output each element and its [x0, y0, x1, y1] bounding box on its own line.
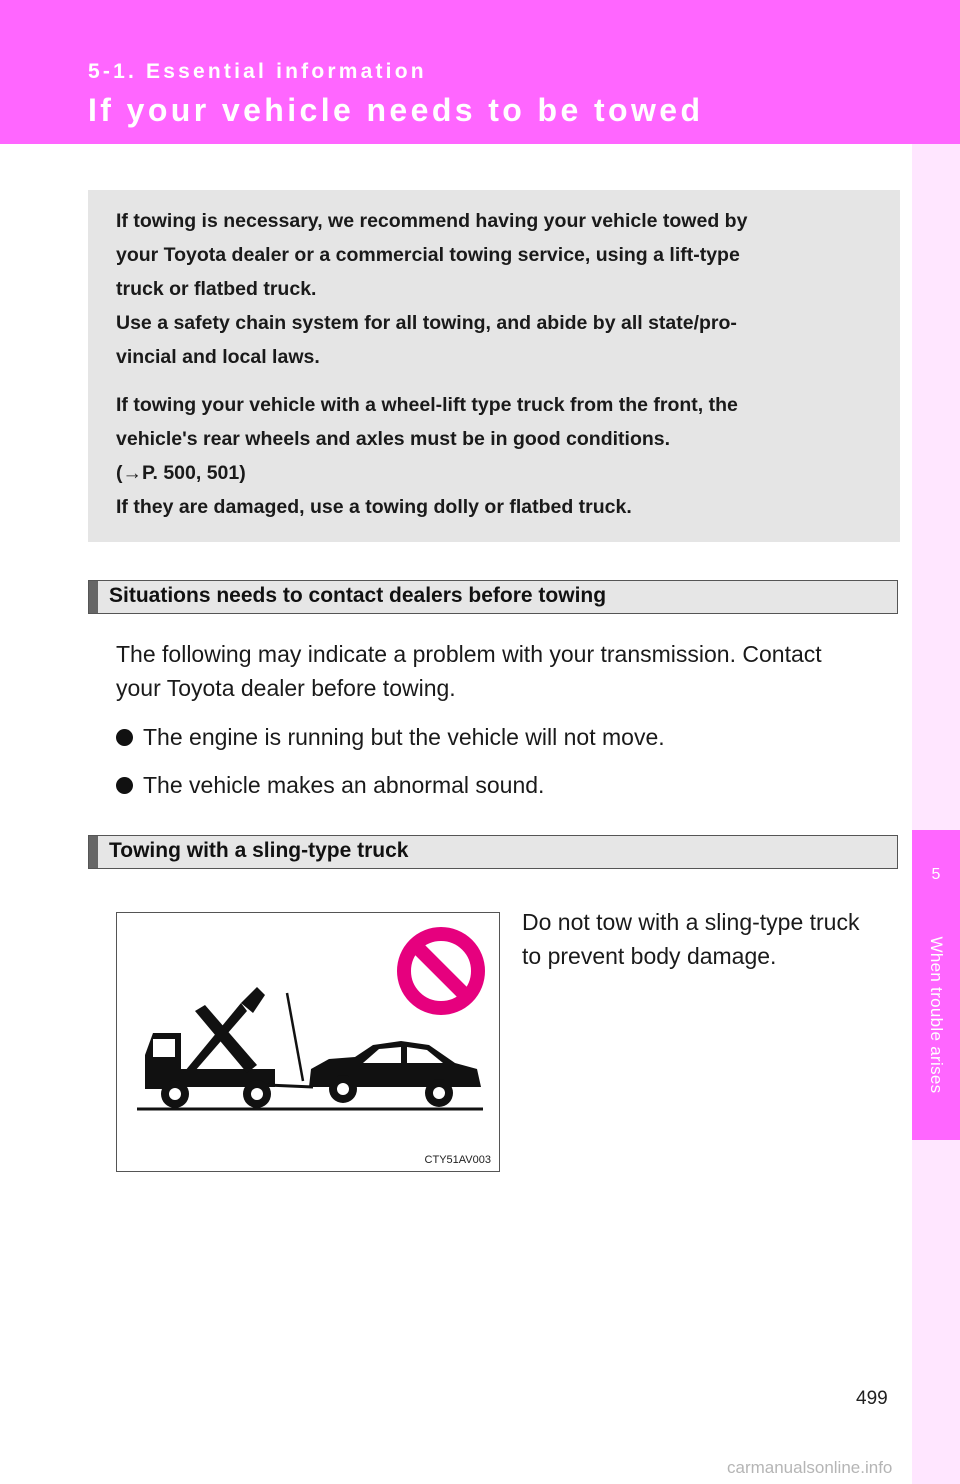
list-item-text: The vehicle makes an abnormal sound.	[143, 772, 545, 798]
intro-line: If towing your vehicle with a wheel-lift type truck from the front, the	[116, 394, 738, 416]
section-label: 5-1. Essential information	[88, 60, 427, 83]
intro-line: If towing is necessary, we recommend having your vehicle towed by	[116, 210, 748, 232]
heading-marker	[89, 836, 98, 868]
intro-line: vincial and local laws.	[116, 346, 320, 368]
section-heading-text: Towing with a sling-type truck	[109, 839, 409, 862]
bullet-icon	[116, 777, 133, 794]
page-number: 499	[856, 1388, 888, 1409]
list-item	[116, 768, 544, 802]
section-heading-contact-dealers	[88, 580, 898, 614]
page-title: If your vehicle needs to be towed	[88, 92, 704, 128]
list-item-text: The engine is running but the vehicle will not move.	[143, 724, 665, 750]
section-heading-text: Situations needs to contact dealers before towing	[109, 584, 607, 607]
intro-line: If they are damaged, use a towing dolly or flatbed truck.	[116, 496, 632, 518]
list-item	[116, 720, 665, 754]
watermark: carmanualsonline.info	[727, 1458, 893, 1477]
bullet-icon	[116, 729, 133, 746]
intro-line: truck or flatbed truck.	[116, 278, 317, 300]
intro-line: vehicle's rear wheels and axles must be in good conditions.	[116, 428, 671, 450]
tow-truck-icon	[145, 987, 313, 1108]
section1-body-line: your Toyota dealer before towing.	[116, 675, 456, 701]
section1-body-line: The following may indicate a problem with your transmission. Contact	[116, 641, 822, 667]
chapter-title: When trouble arises	[927, 936, 946, 1094]
side-strip	[912, 144, 960, 1484]
intro-paragraph-1	[116, 204, 866, 374]
intro-line: Use a safety chain system for all towing, and abide by all state/pro-	[116, 312, 737, 334]
section2-body-line: to prevent body damage.	[522, 943, 777, 969]
prohibition-icon	[404, 934, 478, 1008]
tow-truck-drawing	[117, 913, 499, 1171]
heading-marker	[89, 581, 98, 613]
intro-line: your Toyota dealer or a commercial towing service, using a lift-type	[116, 244, 740, 266]
section-heading-sling-truck	[88, 835, 898, 869]
sling-truck-illustration	[116, 912, 500, 1172]
car-icon	[309, 1041, 481, 1107]
intro-paragraph-2	[116, 388, 866, 524]
intro-box	[88, 190, 900, 542]
chapter-number: 5	[931, 866, 941, 883]
figure-code: CTY51AV003	[424, 1154, 491, 1166]
section2-body-line: Do not tow with a sling-type truck	[522, 909, 860, 935]
page-reference-link[interactable]: (→P. 500, 501)	[116, 462, 246, 484]
